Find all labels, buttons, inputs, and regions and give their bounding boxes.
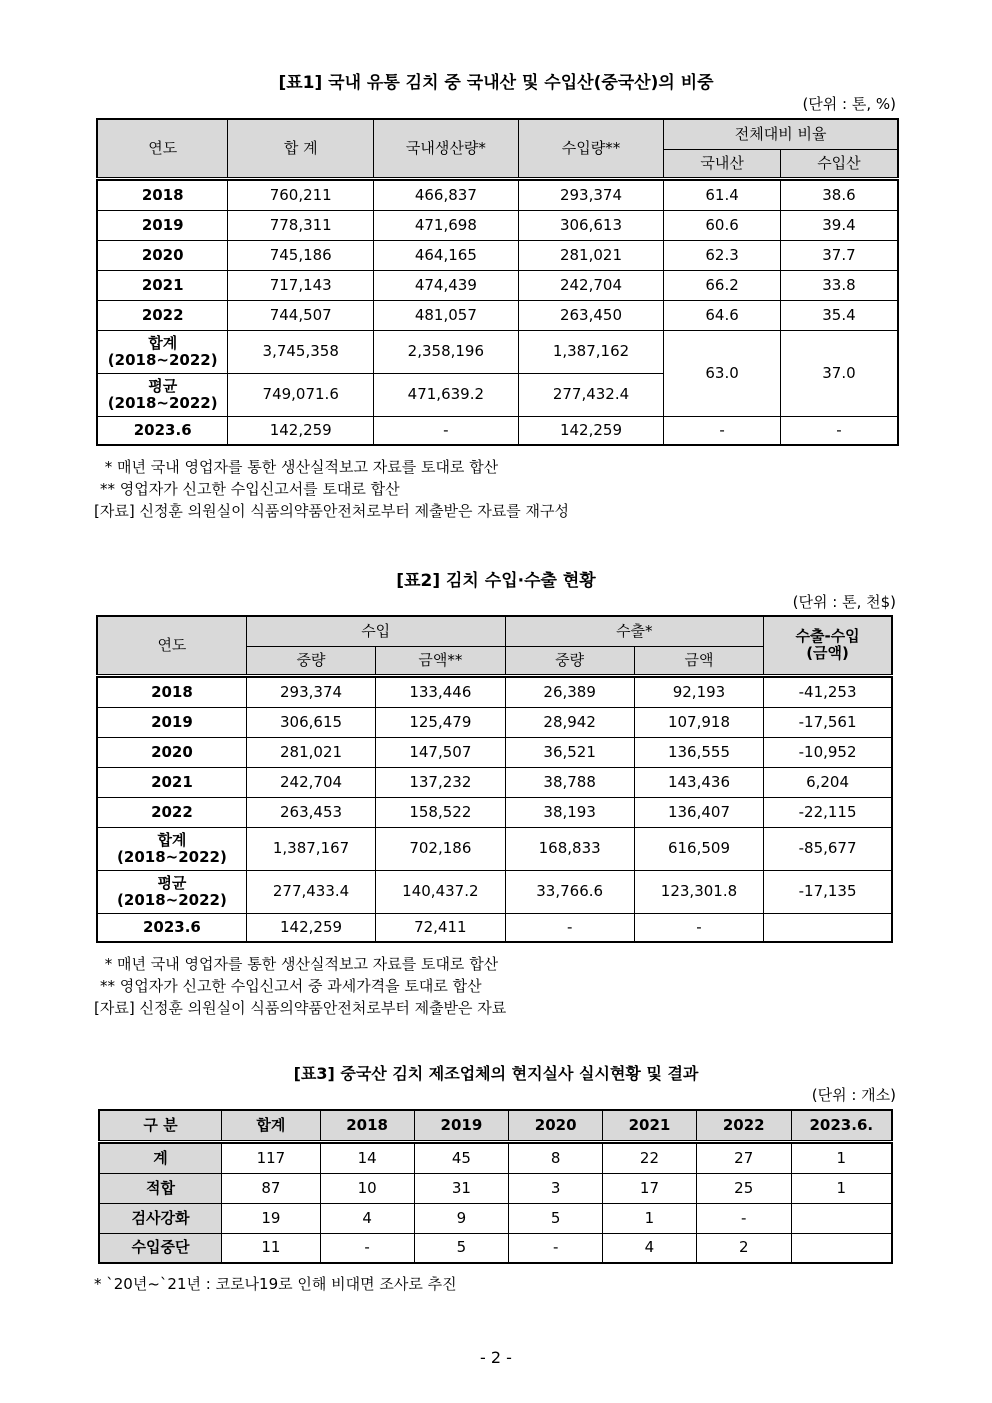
t1-cell: 242,704 <box>518 270 664 300</box>
t1-cell: 2023.6 <box>97 416 228 445</box>
table1-title: [표1] 국내 유통 김치 중 국내산 및 수입산(중국산)의 비중 <box>278 73 714 93</box>
t1-cell: 35.4 <box>780 300 898 330</box>
t1-cell: 481,057 <box>374 300 519 330</box>
t1-cell: 466,837 <box>374 180 519 210</box>
t1-cell: 60.6 <box>664 210 781 240</box>
t2-cell: 38,193 <box>505 797 634 827</box>
t1-note-2: ** 영업자가 신고한 수입신고서를 토대로 합산 <box>100 480 400 498</box>
t1-header-total: 합 계 <box>228 119 374 178</box>
t2-cell: 616,509 <box>634 827 763 870</box>
t1-cell: 66.2 <box>664 270 781 300</box>
t2-cell: 26,389 <box>505 677 634 707</box>
t2-cell: 28,942 <box>505 707 634 737</box>
t3-cell: 3 <box>509 1173 603 1203</box>
t1-cell: 2018 <box>97 180 228 210</box>
t1-cell: 471,698 <box>374 210 519 240</box>
t2-sum-label2: (2018~2022) <box>117 847 227 866</box>
t2-cell: 136,407 <box>634 797 763 827</box>
t2-cell: 33,766.6 <box>505 870 634 913</box>
t1-header-ratio-import: 수입산 <box>780 149 898 178</box>
t1-cell: 33.8 <box>780 270 898 300</box>
t1-cell: - <box>780 416 898 445</box>
t3-cell: 14 <box>320 1143 414 1173</box>
t1-cell: 749,071.6 <box>228 373 374 416</box>
t2-cell: 143,436 <box>634 767 763 797</box>
t2-header-export: 수출* <box>505 616 764 646</box>
table-row <box>97 913 892 942</box>
t2-cell: 2021 <box>97 767 246 797</box>
t2-cell: 123,301.8 <box>634 870 763 913</box>
t3-cell: 45 <box>414 1143 509 1173</box>
table-row <box>99 1203 892 1233</box>
t2-header-import-weight: 중량 <box>246 646 375 675</box>
t2-cell: 293,374 <box>246 677 375 707</box>
t3-row-label: 적합 <box>99 1173 222 1203</box>
table2-title: [표2] 김치 수입·수출 현황 <box>396 571 596 591</box>
t2-cell: 158,522 <box>376 797 505 827</box>
table-row <box>97 300 898 330</box>
table-row <box>97 797 892 827</box>
t1-cell: 760,211 <box>228 180 374 210</box>
t1-sum-label <box>97 330 228 373</box>
t2-header-import-amount: 금액** <box>376 646 505 675</box>
t3-header: 합계 <box>222 1110 321 1141</box>
t1-cell: 2,358,196 <box>374 330 519 373</box>
t1-sum-label2: (2018~2022) <box>107 350 218 369</box>
t1-cell: 745,186 <box>228 240 374 270</box>
t2-avg-label <box>97 870 246 913</box>
t2-cell: 1,387,167 <box>246 827 375 870</box>
t3-cell: 8 <box>509 1143 603 1173</box>
t3-header: 구 분 <box>99 1110 222 1141</box>
t1-cell: 1,387,162 <box>518 330 664 373</box>
t1-avg-label2: (2018~2022) <box>107 393 218 412</box>
t1-merged-rd: 63.0 <box>664 330 781 416</box>
t1-cell: 62.3 <box>664 240 781 270</box>
t3-cell: 17 <box>603 1173 697 1203</box>
t2-cell: 281,021 <box>246 737 375 767</box>
table-row <box>97 416 898 445</box>
t2-cell: 136,555 <box>634 737 763 767</box>
t2-cell: 147,507 <box>376 737 505 767</box>
t3-row-label: 검사강화 <box>99 1203 222 1233</box>
t1-cell: 2020 <box>97 240 228 270</box>
t2-note-2: ** 영업자가 신고한 수입신고서 중 과세가격을 토대로 합산 <box>100 977 482 995</box>
t2-avg-label2: (2018~2022) <box>117 890 227 909</box>
t2-cell: - <box>505 913 634 942</box>
t2-sum-label1: 합계 <box>157 830 187 849</box>
table1 <box>96 118 899 446</box>
t3-cell: - <box>696 1203 791 1233</box>
t3-cell: 25 <box>696 1173 791 1203</box>
t1-cell: 39.4 <box>780 210 898 240</box>
t1-cell: 293,374 <box>518 180 664 210</box>
t1-cell: 277,432.4 <box>518 373 664 416</box>
t3-cell: 10 <box>320 1173 414 1203</box>
t2-cell: 2019 <box>97 707 246 737</box>
table-row <box>99 1233 892 1263</box>
t2-cell: 2023.6 <box>97 913 246 942</box>
t3-cell: 4 <box>320 1203 414 1233</box>
t2-header-export-weight: 중량 <box>505 646 634 675</box>
t3-cell: 117 <box>222 1143 321 1173</box>
t1-header-ratio-domestic: 국내산 <box>664 149 781 178</box>
t2-cell: 2020 <box>97 737 246 767</box>
t1-cell: 142,259 <box>518 416 664 445</box>
t1-cell: 778,311 <box>228 210 374 240</box>
t3-cell: 4 <box>603 1233 697 1263</box>
t1-cell: 306,613 <box>518 210 664 240</box>
t2-header-year: 연도 <box>97 616 246 675</box>
t2-cell: -85,677 <box>764 827 892 870</box>
t2-cell: 140,437.2 <box>376 870 505 913</box>
t1-cell: 744,507 <box>228 300 374 330</box>
t2-cell: 277,433.4 <box>246 870 375 913</box>
table-row <box>97 767 892 797</box>
t2-cell: -41,253 <box>764 677 892 707</box>
t2-cell: 36,521 <box>505 737 634 767</box>
t2-header-diff1: 수출-수입 <box>795 627 860 646</box>
t3-header: 2018 <box>320 1110 414 1141</box>
t3-cell: 2 <box>696 1233 791 1263</box>
table-row <box>97 210 898 240</box>
t1-cell: 37.7 <box>780 240 898 270</box>
table-row <box>99 1173 892 1203</box>
t2-cell: 133,446 <box>376 677 505 707</box>
t3-row-label: 수입중단 <box>99 1233 222 1263</box>
t3-header: 2021 <box>603 1110 697 1141</box>
t2-note-3: [자료] 신정훈 의원실이 식품의약품안전처로부터 제출받은 자료 <box>94 999 507 1017</box>
t2-cell: - <box>634 913 763 942</box>
t1-cell: - <box>374 416 519 445</box>
t1-header-year: 연도 <box>97 119 228 178</box>
t3-cell: - <box>509 1233 603 1263</box>
t3-cell: 5 <box>509 1203 603 1233</box>
table-row <box>97 737 892 767</box>
t1-cell: 3,745,358 <box>228 330 374 373</box>
t1-cell: 38.6 <box>780 180 898 210</box>
page-number: - 2 - <box>480 1348 512 1367</box>
t2-cell: 142,259 <box>246 913 375 942</box>
t1-cell: 61.4 <box>664 180 781 210</box>
t2-cell: 38,788 <box>505 767 634 797</box>
t2-cell: 242,704 <box>246 767 375 797</box>
t2-cell: 702,186 <box>376 827 505 870</box>
t2-cell: -22,115 <box>764 797 892 827</box>
t2-cell: 6,204 <box>764 767 892 797</box>
t2-cell: -17,135 <box>764 870 892 913</box>
t2-cell: 125,479 <box>376 707 505 737</box>
t1-cell: 2021 <box>97 270 228 300</box>
t1-header-import: 수입량** <box>518 119 664 178</box>
t1-merged-ri: 37.0 <box>780 330 898 416</box>
t2-cell: 2022 <box>97 797 246 827</box>
t2-cell <box>764 913 892 942</box>
t1-cell: 474,439 <box>374 270 519 300</box>
t3-cell: 1 <box>603 1203 697 1233</box>
t2-header-import: 수입 <box>246 616 505 646</box>
t2-header-diff <box>764 616 892 675</box>
table-row <box>97 270 898 300</box>
t2-cell: 72,411 <box>376 913 505 942</box>
t1-cell: 2022 <box>97 300 228 330</box>
t3-cell: 1 <box>791 1143 892 1173</box>
t1-cell: - <box>664 416 781 445</box>
t2-cell: -17,561 <box>764 707 892 737</box>
t3-cell: 31 <box>414 1173 509 1203</box>
t1-cell: 142,259 <box>228 416 374 445</box>
t3-cell: 22 <box>603 1143 697 1173</box>
t3-cell: 1 <box>791 1173 892 1203</box>
t3-cell: 19 <box>222 1203 321 1233</box>
t3-cell: 9 <box>414 1203 509 1233</box>
t2-cell: 306,615 <box>246 707 375 737</box>
table-row <box>99 1143 892 1173</box>
t1-cell: 263,450 <box>518 300 664 330</box>
t2-note-1: * 매년 국내 영업자를 통한 생산실적보고 자료를 토대로 합산 <box>100 955 499 973</box>
t1-cell: 2019 <box>97 210 228 240</box>
t1-cell: 717,143 <box>228 270 374 300</box>
t3-cell: 27 <box>696 1143 791 1173</box>
t1-note-1: * 매년 국내 영업자를 통한 생산실적보고 자료를 토대로 합산 <box>100 458 499 476</box>
t3-row-label: 계 <box>99 1143 222 1173</box>
t3-cell <box>791 1233 892 1263</box>
table-row <box>97 330 898 373</box>
t1-avg-label <box>97 373 228 416</box>
t2-cell: 168,833 <box>505 827 634 870</box>
t2-cell: 2018 <box>97 677 246 707</box>
t2-cell: 137,232 <box>376 767 505 797</box>
t2-cell: -10,952 <box>764 737 892 767</box>
table1-unit: (단위 : 톤, %) <box>802 95 896 113</box>
table-row <box>97 677 892 707</box>
t2-avg-label1: 평균 <box>157 873 187 892</box>
t1-avg-label1: 평균 <box>148 376 178 395</box>
t1-note-3: [자료] 신정훈 의원실이 식품의약품안전처로부터 제출받은 자료를 재구성 <box>94 502 570 520</box>
table-row <box>97 180 898 210</box>
t3-note: * `20년~`21년 : 코로나19로 인해 비대면 조사로 추진 <box>94 1275 457 1293</box>
table3-title: [표3] 중국산 김치 제조업체의 현지실사 실시현황 및 결과 <box>293 1064 699 1083</box>
t1-cell: 64.6 <box>664 300 781 330</box>
t3-cell: - <box>320 1233 414 1263</box>
t1-cell: 281,021 <box>518 240 664 270</box>
table3 <box>98 1109 893 1264</box>
table-row <box>97 827 892 870</box>
t3-header: 2023.6. <box>791 1110 892 1141</box>
t1-cell: 464,165 <box>374 240 519 270</box>
t3-cell: 87 <box>222 1173 321 1203</box>
t2-cell: 107,918 <box>634 707 763 737</box>
table3-unit: (단위 : 개소) <box>811 1086 896 1104</box>
table2 <box>96 615 893 943</box>
t1-sum-label1: 합계 <box>148 333 178 352</box>
t3-cell: 11 <box>222 1233 321 1263</box>
t3-cell: 5 <box>414 1233 509 1263</box>
t2-header-diff2: (금액) <box>806 644 849 663</box>
t2-cell: 263,453 <box>246 797 375 827</box>
t3-header: 2022 <box>696 1110 791 1141</box>
t3-header: 2020 <box>509 1110 603 1141</box>
table-row <box>97 870 892 913</box>
t2-cell: 92,193 <box>634 677 763 707</box>
t1-header-domestic: 국내생산량* <box>374 119 519 178</box>
t2-header-export-amount: 금액 <box>634 646 763 675</box>
table2-unit: (단위 : 톤, 천$) <box>792 593 896 611</box>
table-row <box>97 707 892 737</box>
t3-cell <box>791 1203 892 1233</box>
t2-sum-label <box>97 827 246 870</box>
t3-header: 2019 <box>414 1110 509 1141</box>
t1-cell: 471,639.2 <box>374 373 519 416</box>
t1-header-ratio: 전체대비 비율 <box>664 119 898 149</box>
table-row <box>97 240 898 270</box>
